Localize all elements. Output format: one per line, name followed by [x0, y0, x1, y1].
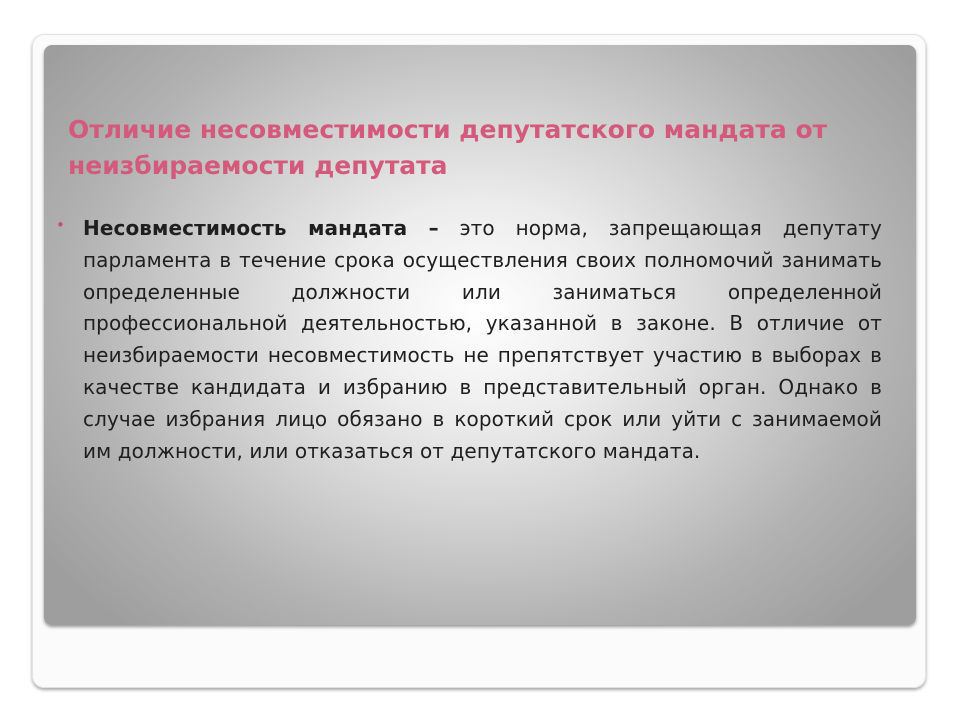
slide-title: Отличие несовместимости депутатского мандата от неизбираемости депутата	[68, 115, 828, 180]
bullet-paragraph	[83, 213, 882, 467]
definition-term: Несовместимость мандата –	[83, 216, 439, 240]
bullet-marker: •	[56, 216, 65, 234]
definition-text: это норма, запрещающая депутату парламента в течение срока осуществления своих полномочий занимать определенные должности или заниматься определенной профессиональной деятельностью, указанной в законе. В отличие от неизбираемости несовместимость не препятствует участию в выборах в качестве кандидата и избранию в представительный орган. Однако в случае избрания лицо обязано в короткий срок или уйти с занимаемой им должности, или отказаться от депутатского мандата.	[83, 216, 882, 463]
